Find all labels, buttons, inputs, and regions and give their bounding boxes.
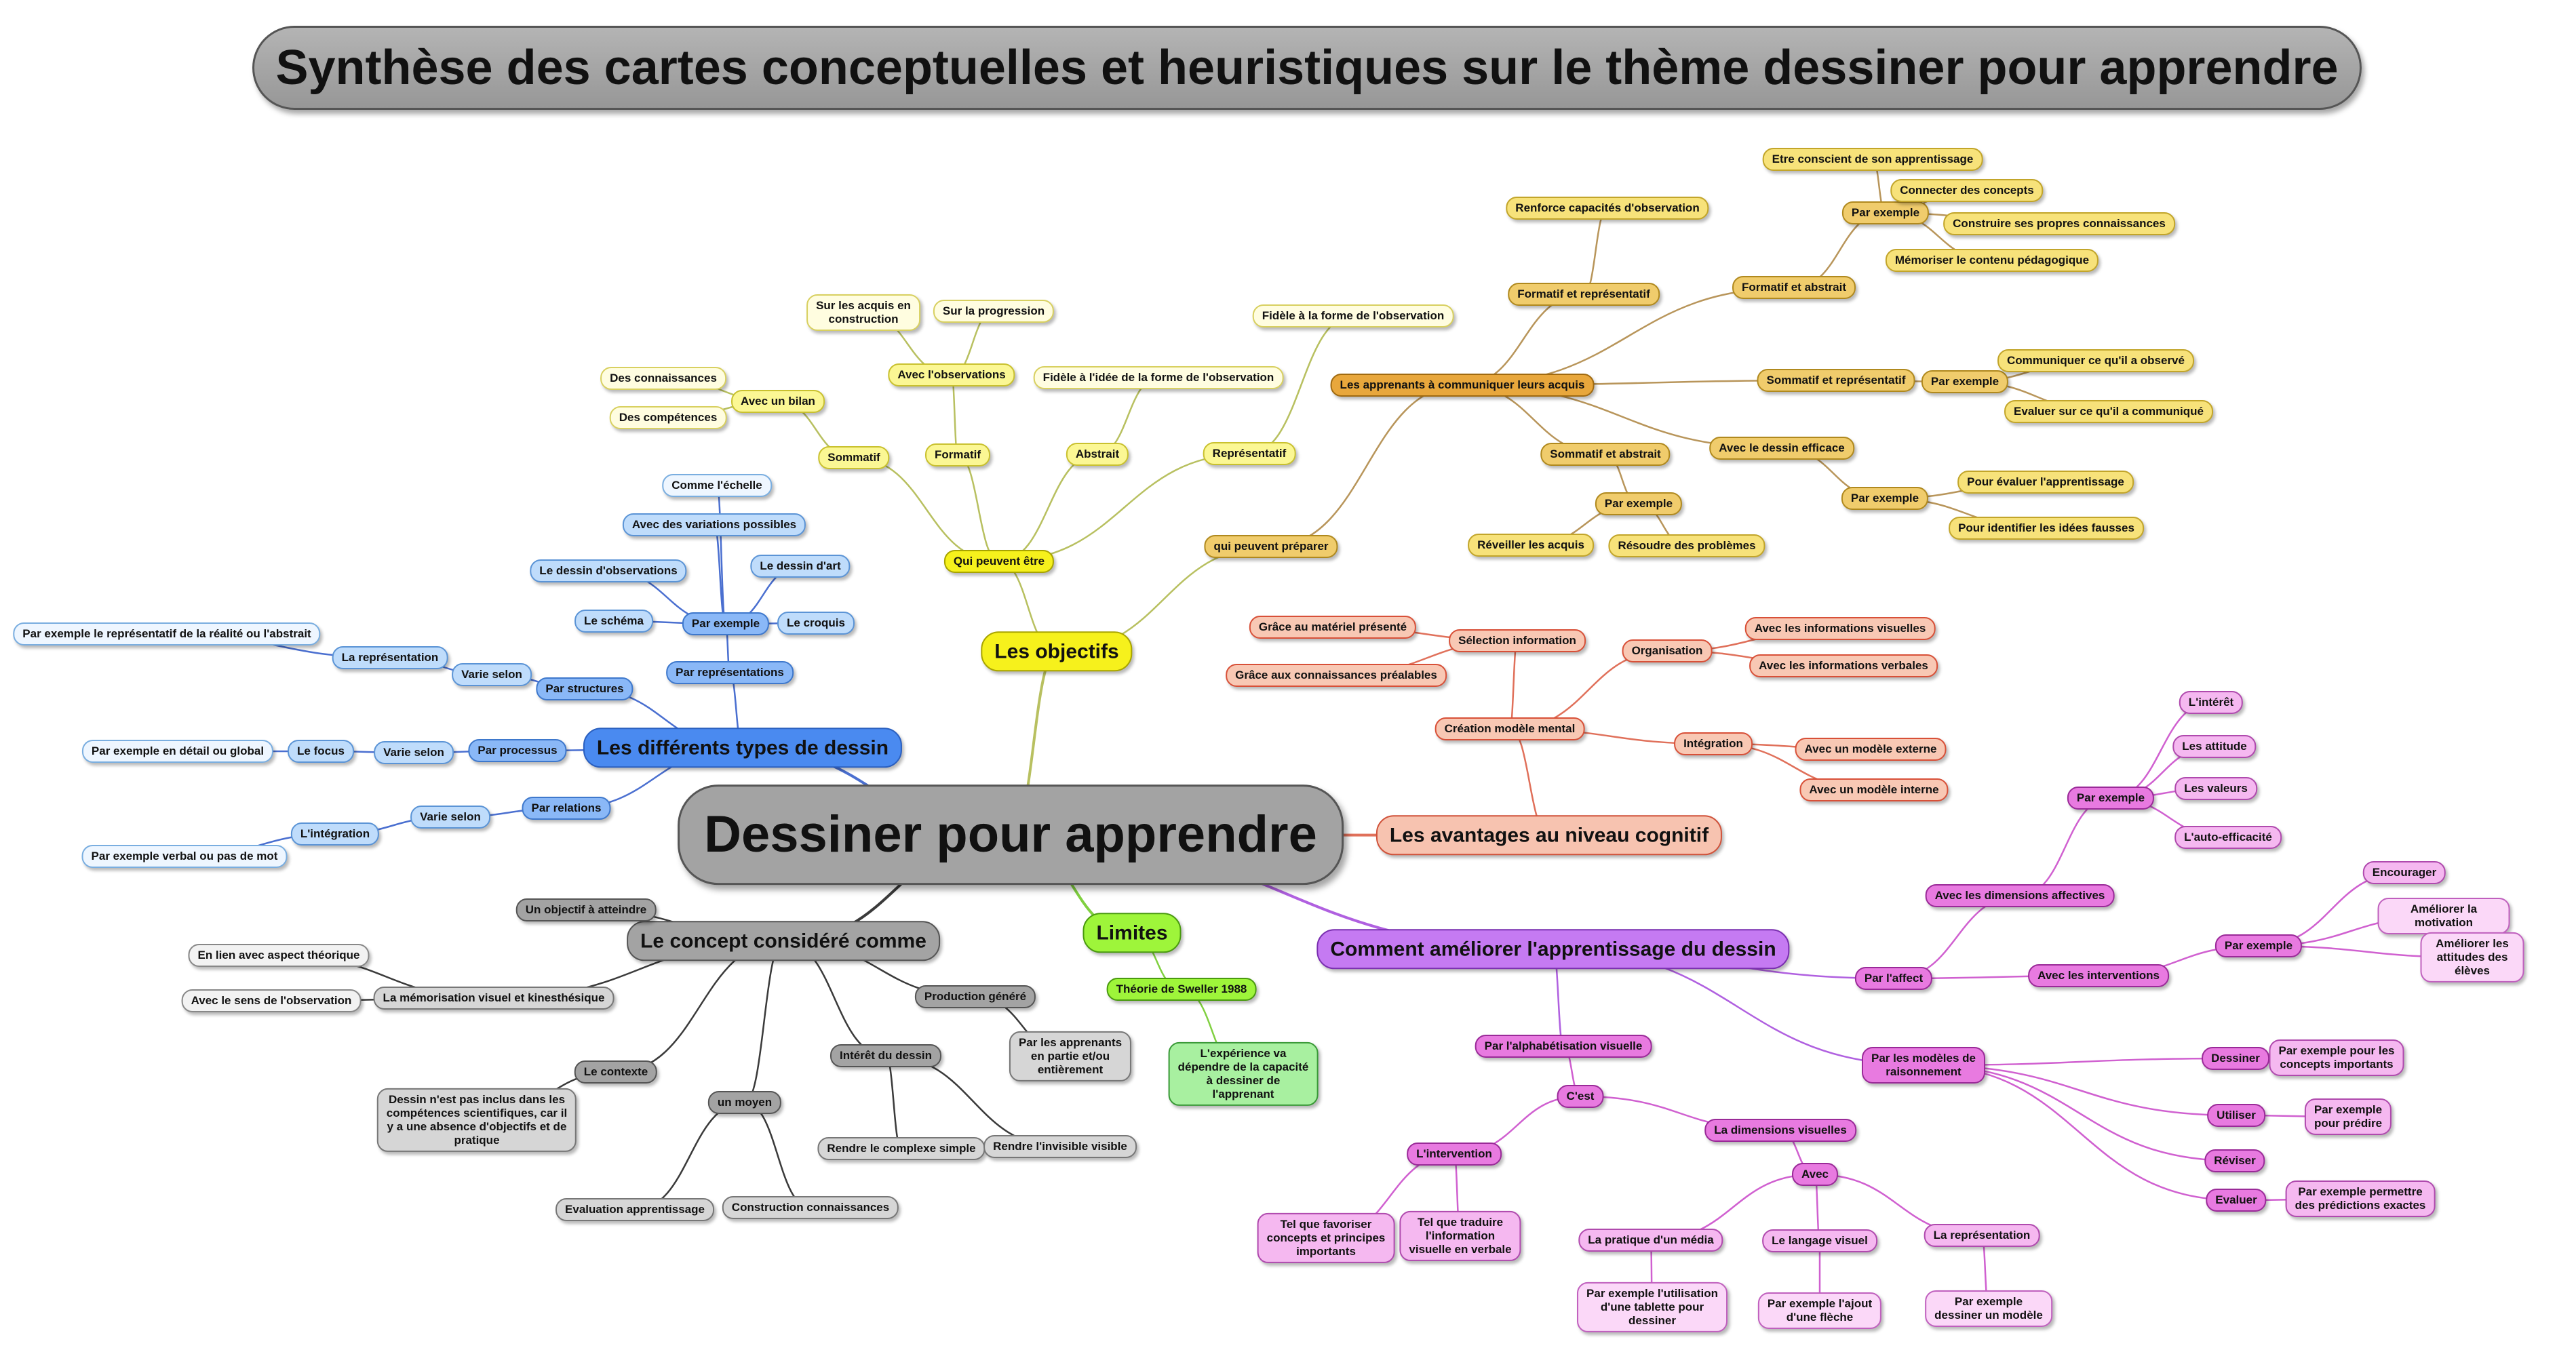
node-o-renforce[interactable]: Renforce capacités d'observation [1506,197,1709,220]
node-o-connecter[interactable]: Connecter des concepts [1890,179,2043,202]
node-a-materiel[interactable]: Grâce au matériel présenté [1249,616,1416,639]
node-o-parex4[interactable]: Par exemple [1841,487,1928,510]
node-o-ffa[interactable]: Formatif et abstrait [1732,276,1856,299]
node-center[interactable]: Dessiner pour apprendre [678,785,1344,885]
node-o-formatif[interactable]: Formatif [925,443,990,466]
node-o-sommatif[interactable]: Sommatif [818,446,889,469]
map-title: Synthèse des cartes conceptuelles et heuristiques sur le thème dessiner pour apprendre [275,41,2339,95]
node-m-pratique[interactable]: La pratique d'un média [1578,1229,1723,1252]
node-m-autoeff[interactable]: L'auto-efficacité [2174,826,2282,849]
node-limites[interactable]: Limites [1082,913,1181,953]
node-a-selection[interactable]: Sélection information [1449,629,1586,652]
node-o-preparer[interactable]: qui peuvent préparer [1204,535,1338,558]
node-a-verbales[interactable]: Avec les informations verbales [1749,654,1938,677]
node-o-sr[interactable]: Sommatif et représentatif [1757,369,1915,392]
node-m-representation[interactable]: La représentation [1924,1224,2040,1247]
node-a-externe[interactable]: Avec un modèle externe [1795,738,1947,761]
node-m-reviser[interactable]: Réviser [2204,1149,2265,1172]
node-t-variations[interactable]: Avec des variations possibles [623,513,806,536]
node-o-sa[interactable]: Sommatif et abstrait [1540,443,1670,466]
node-t-structures[interactable]: Par structures [536,677,633,700]
node-objectifs[interactable]: Les objectifs [981,631,1132,671]
node-o-parex3[interactable]: Par exemple [1595,492,1682,515]
node-t-relations[interactable]: Par relations [522,797,611,820]
node-ameliorer[interactable]: Comment améliorer l'apprentissage du dessin [1316,929,1789,969]
node-m-dim-vis[interactable]: La dimensions visuelles [1704,1119,1856,1142]
node-avantages[interactable]: Les avantages au niveau cognitif [1376,815,1722,855]
node-t-varie1[interactable]: Varie selon [452,663,532,686]
node-o-avecobs[interactable]: Avec l'observations [888,363,1015,386]
node-o-efficace[interactable]: Avec le dessin efficace [1709,437,1854,460]
node-t-varie3[interactable]: Varie selon [410,806,490,829]
node-c-objectif[interactable]: Un objectif à atteindre [516,898,657,921]
node-c-moyen[interactable]: un moyen [708,1091,781,1114]
node-o-parex1[interactable]: Par exemple [1842,201,1929,224]
node-c-contexte[interactable]: Le contexte [574,1060,657,1084]
node-c-invisible[interactable]: Rendre l'invisible visible [983,1135,1137,1158]
node-o-progression[interactable]: Sur la progression [933,300,1054,323]
node-c-interet[interactable]: Intérêt du dessin [830,1044,941,1067]
node-m-modele[interactable]: Par exemple dessiner un modèle [1925,1290,2052,1327]
node-m-dim-aff[interactable]: Avec les dimensions affectives [1926,884,2115,907]
node-t-dart[interactable]: Le dessin d'art [750,555,850,578]
node-c-sens[interactable]: Avec le sens de l'observation [182,989,362,1012]
node-o-evaluer-app[interactable]: Pour évaluer l'apprentissage [1957,471,2134,494]
node-o-fid-idee[interactable]: Fidèle à l'idée de la forme de l'observation [1034,366,1284,389]
node-o-reveiller[interactable]: Réveiller les acquis [1468,534,1594,557]
node-t-varie2[interactable]: Varie selon [374,741,454,764]
node-o-qui[interactable]: Qui peuvent être [944,550,1054,573]
node-m-favoriser[interactable]: Tel que favoriser concepts et principes importants [1257,1213,1395,1263]
node-t-integration[interactable]: L'intégration [291,822,379,846]
node-o-abstrait[interactable]: Abstrait [1066,443,1129,466]
node-m-parex-aff[interactable]: Par exemple [2067,787,2154,810]
node-t-schema[interactable]: Le schéma [574,610,653,633]
node-o-memoriser[interactable]: Mémoriser le contenu pédagogique [1886,249,2099,272]
node-l-experience[interactable]: L'expérience va dépendre de la capacité à dessiner de l'apprenant [1169,1042,1319,1106]
node-a-prealables[interactable]: Grâce aux connaissances préalables [1226,664,1447,687]
node-o-representatif[interactable]: Représentatif [1203,442,1296,465]
node-m-parex-predire[interactable]: Par exemple pour prédire [2305,1098,2392,1135]
node-o-connaissances[interactable]: Des connaissances [600,367,726,390]
node-m-parex-concepts[interactable]: Par exemple pour les concepts importants [2269,1039,2404,1076]
node-a-interne[interactable]: Avec un modèle interne [1799,778,1948,801]
node-t-parex[interactable]: Par exemple [682,612,769,635]
node-t-parex-repr[interactable]: Par exemple le représentatif de la réalité ou l'abstrait [13,622,320,646]
node-m-modeles[interactable]: Par les modèles de raisonnement [1862,1047,1985,1084]
node-t-dobs[interactable]: Le dessin d'observations [530,559,686,582]
node-m-valeurs[interactable]: Les valeurs [2174,777,2257,800]
node-m-interet[interactable]: L'intérêt [2179,691,2243,714]
node-m-affect[interactable]: Par l'affect [1855,967,1932,990]
node-m-tablette[interactable]: Par exemple l'utilisation d'une tablette pour dessiner [1577,1282,1728,1332]
node-o-acquis[interactable]: Sur les acquis en construction [806,294,920,331]
node-c-production[interactable]: Production généré [915,985,1036,1008]
node-t-echelle[interactable]: Comme l'échelle [662,474,772,497]
node-a-integration[interactable]: Intégration [1674,732,1753,755]
node-o-parex2[interactable]: Par exemple [1921,370,2008,393]
node-o-evaluer-comm[interactable]: Evaluer sur ce qu'il a communiqué [2004,400,2213,423]
node-o-bilan[interactable]: Avec un bilan [731,390,825,413]
node-t-parex-detail[interactable]: Par exemple en détail ou global [82,740,273,763]
node-m-interventions[interactable]: Avec les interventions [2028,964,2169,987]
node-l-sweller[interactable]: Théorie de Sweller 1988 [1107,978,1257,1001]
node-m-attitude[interactable]: Les attitude [2172,735,2256,758]
node-o-idees[interactable]: Pour identifier les idées fausses [1949,517,2144,540]
node-a-organisation[interactable]: Organisation [1622,639,1713,662]
node-t-parex-verbal[interactable]: Par exemple verbal ou pas de mot [82,845,288,868]
node-m-intervention[interactable]: L'intervention [1407,1143,1502,1166]
node-m-traduire[interactable]: Tel que traduire l'information visuelle en verbale [1399,1211,1521,1261]
node-m-evaluer[interactable]: Evaluer [2206,1189,2266,1212]
node-a-creation[interactable]: Création modèle mental [1435,717,1585,740]
node-m-avec[interactable]: Avec [1792,1163,1838,1186]
node-c-complexe[interactable]: Rendre le complexe simple [817,1137,985,1160]
node-o-competences[interactable]: Des compétences [610,406,727,429]
node-m-attitudes-el[interactable]: Améliorer les attitudes des élèves [2421,932,2524,982]
node-m-encourager[interactable]: Encourager [2363,861,2446,884]
node-c-construction[interactable]: Construction connaissances [722,1196,899,1219]
node-t-repr[interactable]: Par représentations [666,661,794,684]
node-o-construire[interactable]: Construire ses propres connaissances [1943,212,2175,235]
node-m-parex-predictions[interactable]: Par exemple permettre des prédictions exactes [2286,1180,2436,1217]
node-t-processus[interactable]: Par processus [468,739,566,762]
node-t-focus[interactable]: Le focus [288,740,354,763]
node-c-evaluation[interactable]: Evaluation apprentissage [555,1198,714,1221]
node-m-langage[interactable]: Le langage visuel [1762,1229,1877,1252]
node-o-communiquer[interactable]: Les apprenants à communiquer leurs acquis [1331,374,1595,397]
node-c-pasinclus[interactable]: Dessin n'est pas inclus dans les compétences scientifiques, car il y a une absence d'objectifs et de pratique [377,1088,577,1152]
node-o-ffr[interactable]: Formatif et représentatif [1508,283,1660,306]
node-t-larepr[interactable]: La représentation [332,646,448,669]
node-m-alpha[interactable]: Par l'alphabétisation visuelle [1475,1035,1652,1058]
node-concept[interactable]: Le concept considéré comme [627,921,940,961]
node-m-motivation[interactable]: Améliorer la motivation [2378,898,2510,934]
node-m-parex-int[interactable]: Par exemple [2215,934,2302,957]
node-o-conscient[interactable]: Etre conscient de son apprentissage [1763,148,1983,171]
node-o-comm-obs[interactable]: Communiquer ce qu'il a observé [1997,349,2194,372]
node-m-cest[interactable]: C'est [1557,1085,1604,1108]
node-m-utiliser[interactable]: Utiliser [2207,1104,2265,1127]
node-m-fleche[interactable]: Par exemple l'ajout d'une flèche [1758,1292,1881,1329]
node-c-theorique[interactable]: En lien avec aspect théorique [188,944,369,967]
node-t-croquis[interactable]: Le croquis [777,612,855,635]
node-a-visuelles[interactable]: Avec les informations visuelles [1745,617,1936,640]
node-m-dessiner[interactable]: Dessiner [2202,1047,2269,1070]
node-types[interactable]: Les différents types de dessin [583,728,902,768]
node-c-entierement[interactable]: Par les apprenants en partie et/ou entièrement [1009,1031,1131,1081]
node-o-fid-forme[interactable]: Fidèle à la forme de l'observation [1253,304,1454,327]
node-o-resoudre[interactable]: Résoudre des problèmes [1608,534,1765,557]
node-c-memorisation[interactable]: La mémorisation visuel et kinesthésique [374,987,614,1010]
